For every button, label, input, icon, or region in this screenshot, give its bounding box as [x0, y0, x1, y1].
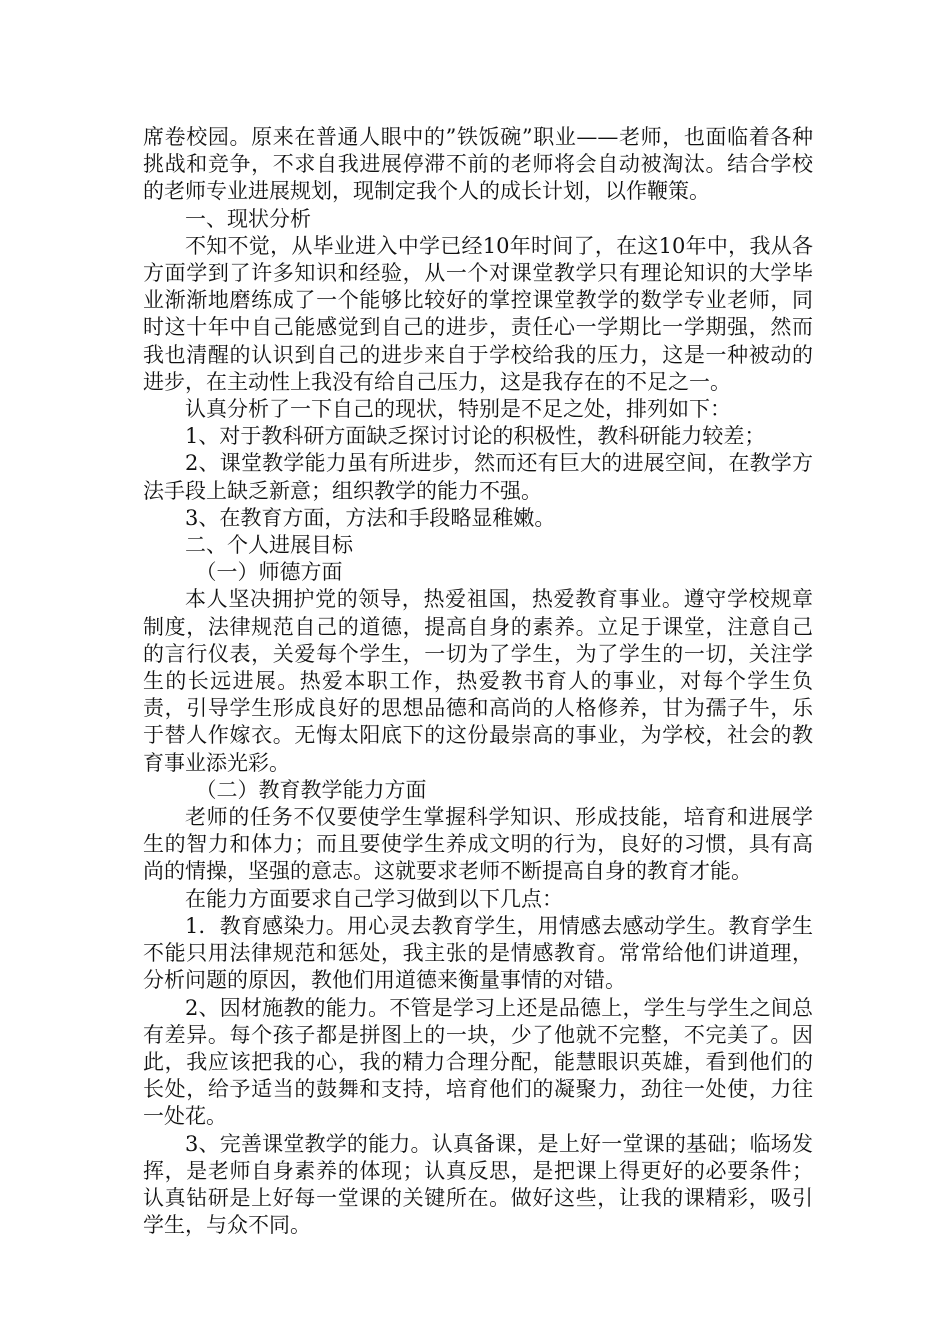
- document-page: [143, 124, 813, 1239]
- list-item-ability-2: 2、因材施教的能力。不管是学习上还是品德上，学生与学生之间总有差异。每个孩子都是拼图上的一块，少了他就不完整，不完美了。因此，我应该把我的心，我的精力合理分配，能慧眼识英雄，看到他们的长处，给予适当的鼓舞和支持，培育他们的凝聚力，劲往一处使，力往一处花。: [143, 995, 813, 1129]
- list-item-ability-3: 3、完善课堂教学的能力。认真备课，是上好一堂课的基础；临场发挥，是老师自身素养的体现；认真反思，是把课上得更好的必要条件；认真钻研是上好每一堂课的关键所在。做好这些，让我的课精彩，吸引学生，与众不同。: [143, 1131, 813, 1238]
- section-heading-status-analysis: 一、现状分析: [185, 206, 311, 231]
- list-item-shortcoming-2: 2、课堂教学能力虽有所进步，然而还有巨大的进展空间，在教学方法手段上缺乏新意；组织教学的能力不强。: [143, 451, 813, 503]
- paragraph-teacher-task: 老师的任务不仅要使学生掌握科学知识、形成技能，培育和进展学生的智力和体力；而且要使学生养成文明的行为，良好的习惯，具有高尚的情操，坚强的意志。这就要求老师不断提高自身的教育才能。: [143, 805, 813, 884]
- paragraph-ethics: 本人坚决拥护党的领导，热爱祖国，热爱教育事业。遵守学校规章制度，法律规范自己的道德，提高自身的素养。立足于课堂，注意自己的言行仪表，关爱每个学生，一切为了学生，为了学生的一切，关注学生的长远进展。热爱本职工作，热爱教书育人的事业，对每个学生负责，引导学生形成良好的思想品德和高尚的人格修养，甘为孺子牛，乐于替人作嫁衣。无悔太阳底下的这份最崇高的事业，为学校，社会的教育事业添光彩。: [143, 587, 813, 775]
- list-item-shortcoming-3: 3、在教育方面，方法和手段略显稚嫩。: [185, 505, 556, 530]
- list-item-shortcoming-1: 1、对于教科研方面缺乏探讨讨论的积极性，教科研能力较差；: [185, 424, 766, 449]
- paragraph-status-description: 不知不觉，从毕业进入中学已经10年时间了，在这10年中，我从各方面学到了许多知识和经验，从一个对课堂教学只有理论知识的大学毕业渐渐地磨练成了一个能够比较好的掌控课堂教学的数学专业老师，同时这十年中自己能感觉到自己的进步，责任心一学期比一学期强，然而我也清醒的认识到自己的进步来自于学校给我的压力，这是一种被动的进步，在主动性上我没有给自己压力，这是我存在的不足之一。: [143, 233, 813, 394]
- list-item-ability-1: 1．教育感染力。用心灵去教育学生，用情感去感动学生。教育学生不能只用法律规范和惩处，我主张的是情感教育。常常给他们讲道理，分析问题的原因，教他们用道德来衡量事情的对错。: [143, 913, 813, 993]
- paragraph-ability-intro: 在能力方面要求自己学习做到以下几点：: [185, 886, 563, 911]
- paragraph-intro-continuation: 席卷校园。原来在普通人眼中的”铁饭碗”职业——老师，也面临着各种挑战和竞争，不求自我进展停滞不前的老师将会自动被淘汰。结合学校的老师专业进展规划，现制定我个人的成长计划，以作鞭策。: [143, 125, 813, 204]
- subsection-heading-ethics: （一）师德方面: [195, 560, 343, 585]
- section-heading-goals: 二、个人进展目标: [185, 533, 353, 558]
- subsection-heading-teaching-ability: （二）教育教学能力方面: [195, 777, 427, 802]
- paragraph-shortcomings-intro: 认真分析了一下自己的现状，特别是不足之处，排列如下：: [185, 397, 731, 422]
